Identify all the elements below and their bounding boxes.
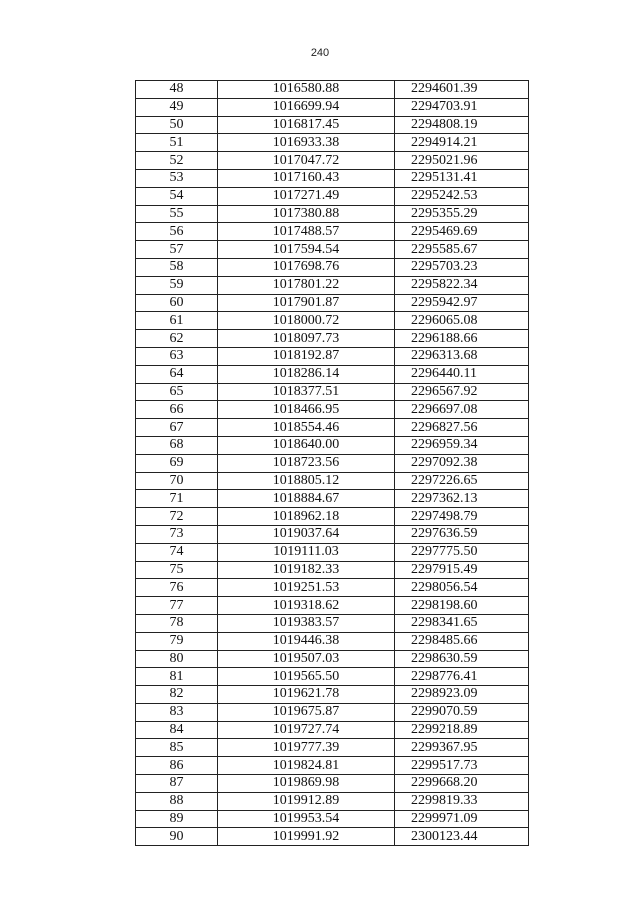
table-row [136,472,529,490]
y-coordinate-cell: 2295469.69 [395,223,529,241]
table-row [136,134,529,152]
table-row [136,419,529,437]
y-coordinate-cell: 2297092.38 [395,454,529,472]
y-coordinate-cell: 2294808.19 [395,116,529,134]
point-id-cell: 78 [136,614,218,632]
table-row [136,116,529,134]
table-row [136,383,529,401]
y-coordinate-cell: 2299367.95 [395,739,529,757]
y-coordinate-cell: 2299819.33 [395,792,529,810]
x-coordinate-cell: 1016580.88 [218,81,395,99]
x-coordinate-cell: 1019037.64 [218,525,395,543]
table-row [136,721,529,739]
table-row [136,276,529,294]
table-row [136,668,529,686]
y-coordinate-cell: 2298056.54 [395,579,529,597]
point-id-cell: 55 [136,205,218,223]
y-coordinate-cell: 2296313.68 [395,347,529,365]
x-coordinate-cell: 1018192.87 [218,347,395,365]
table-row [136,508,529,526]
table-row [136,294,529,312]
point-id-cell: 51 [136,134,218,152]
table-row [136,650,529,668]
x-coordinate-cell: 1017047.72 [218,152,395,170]
y-coordinate-cell: 2296567.92 [395,383,529,401]
table-row [136,632,529,650]
point-id-cell: 69 [136,454,218,472]
x-coordinate-cell: 1019912.89 [218,792,395,810]
x-coordinate-cell: 1019182.33 [218,561,395,579]
point-id-cell: 64 [136,365,218,383]
table-row [136,98,529,116]
y-coordinate-cell: 2299070.59 [395,703,529,721]
point-id-cell: 81 [136,668,218,686]
point-id-cell: 70 [136,472,218,490]
y-coordinate-cell: 2294914.21 [395,134,529,152]
x-coordinate-cell: 1019777.39 [218,739,395,757]
x-coordinate-cell: 1019111.03 [218,543,395,561]
x-coordinate-cell: 1019446.38 [218,632,395,650]
y-coordinate-cell: 2296440.11 [395,365,529,383]
point-id-cell: 74 [136,543,218,561]
x-coordinate-cell: 1018962.18 [218,508,395,526]
table-row [136,561,529,579]
table-row [136,810,529,828]
point-id-cell: 67 [136,419,218,437]
x-coordinate-cell: 1018884.67 [218,490,395,508]
point-id-cell: 88 [136,792,218,810]
table-row [136,436,529,454]
x-coordinate-cell: 1019251.53 [218,579,395,597]
y-coordinate-cell: 2296065.08 [395,312,529,330]
table-row [136,223,529,241]
point-id-cell: 63 [136,347,218,365]
x-coordinate-cell: 1019565.50 [218,668,395,686]
point-id-cell: 83 [136,703,218,721]
coordinates-table-body [136,81,529,846]
table-row [136,205,529,223]
y-coordinate-cell: 2295822.34 [395,276,529,294]
table-row [136,739,529,757]
x-coordinate-cell: 1016933.38 [218,134,395,152]
table-row [136,312,529,330]
table-row [136,597,529,615]
point-id-cell: 66 [136,401,218,419]
table-row [136,792,529,810]
x-coordinate-cell: 1018640.00 [218,436,395,454]
point-id-cell: 87 [136,775,218,793]
point-id-cell: 48 [136,81,218,99]
y-coordinate-cell: 2298485.66 [395,632,529,650]
y-coordinate-cell: 2294601.39 [395,81,529,99]
x-coordinate-cell: 1016699.94 [218,98,395,116]
x-coordinate-cell: 1017801.22 [218,276,395,294]
table-row [136,258,529,276]
point-id-cell: 72 [136,508,218,526]
x-coordinate-cell: 1017271.49 [218,187,395,205]
point-id-cell: 84 [136,721,218,739]
x-coordinate-cell: 1017380.88 [218,205,395,223]
y-coordinate-cell: 2296188.66 [395,330,529,348]
point-id-cell: 53 [136,169,218,187]
y-coordinate-cell: 2295242.53 [395,187,529,205]
y-coordinate-cell: 2299517.73 [395,757,529,775]
point-id-cell: 85 [136,739,218,757]
table-row [136,241,529,259]
point-id-cell: 52 [136,152,218,170]
point-id-cell: 61 [136,312,218,330]
point-id-cell: 76 [136,579,218,597]
point-id-cell: 56 [136,223,218,241]
y-coordinate-cell: 2297636.59 [395,525,529,543]
x-coordinate-cell: 1017488.57 [218,223,395,241]
point-id-cell: 54 [136,187,218,205]
table-row [136,614,529,632]
point-id-cell: 57 [136,241,218,259]
point-id-cell: 73 [136,525,218,543]
table-row [136,454,529,472]
point-id-cell: 90 [136,828,218,846]
x-coordinate-cell: 1017698.76 [218,258,395,276]
y-coordinate-cell: 2296959.34 [395,436,529,454]
point-id-cell: 86 [136,757,218,775]
x-coordinate-cell: 1018466.95 [218,401,395,419]
y-coordinate-cell: 2297498.79 [395,508,529,526]
x-coordinate-cell: 1018000.72 [218,312,395,330]
table-row [136,525,529,543]
y-coordinate-cell: 2294703.91 [395,98,529,116]
y-coordinate-cell: 2295942.97 [395,294,529,312]
x-coordinate-cell: 1016817.45 [218,116,395,134]
y-coordinate-cell: 2296827.56 [395,419,529,437]
table-row [136,401,529,419]
point-id-cell: 79 [136,632,218,650]
point-id-cell: 80 [136,650,218,668]
point-id-cell: 62 [136,330,218,348]
point-id-cell: 65 [136,383,218,401]
y-coordinate-cell: 2299971.09 [395,810,529,828]
y-coordinate-cell: 2297226.65 [395,472,529,490]
x-coordinate-cell: 1019991.92 [218,828,395,846]
table-row [136,543,529,561]
x-coordinate-cell: 1019953.54 [218,810,395,828]
y-coordinate-cell: 2298341.65 [395,614,529,632]
y-coordinate-cell: 2298776.41 [395,668,529,686]
point-id-cell: 71 [136,490,218,508]
x-coordinate-cell: 1018554.46 [218,419,395,437]
y-coordinate-cell: 2298198.60 [395,597,529,615]
point-id-cell: 60 [136,294,218,312]
y-coordinate-cell: 2300123.44 [395,828,529,846]
y-coordinate-cell: 2295355.29 [395,205,529,223]
table-row [136,365,529,383]
x-coordinate-cell: 1019727.74 [218,721,395,739]
y-coordinate-cell: 2295021.96 [395,152,529,170]
page-number: 240 [310,47,330,59]
x-coordinate-cell: 1019675.87 [218,703,395,721]
table-row [136,686,529,704]
table-row [136,330,529,348]
x-coordinate-cell: 1019621.78 [218,686,395,704]
x-coordinate-cell: 1019507.03 [218,650,395,668]
x-coordinate-cell: 1019824.81 [218,757,395,775]
table-row [136,187,529,205]
y-coordinate-cell: 2299668.20 [395,775,529,793]
x-coordinate-cell: 1019383.57 [218,614,395,632]
point-id-cell: 75 [136,561,218,579]
table-row [136,169,529,187]
y-coordinate-cell: 2298630.59 [395,650,529,668]
point-id-cell: 50 [136,116,218,134]
x-coordinate-cell: 1018377.51 [218,383,395,401]
table-row [136,579,529,597]
x-coordinate-cell: 1019318.62 [218,597,395,615]
x-coordinate-cell: 1019869.98 [218,775,395,793]
point-id-cell: 59 [136,276,218,294]
x-coordinate-cell: 1018286.14 [218,365,395,383]
point-id-cell: 82 [136,686,218,704]
table-row [136,703,529,721]
x-coordinate-cell: 1018723.56 [218,454,395,472]
x-coordinate-cell: 1018097.73 [218,330,395,348]
table-row [136,757,529,775]
point-id-cell: 58 [136,258,218,276]
x-coordinate-cell: 1017594.54 [218,241,395,259]
y-coordinate-cell: 2295703.23 [395,258,529,276]
point-id-cell: 77 [136,597,218,615]
table-row [136,828,529,846]
x-coordinate-cell: 1018805.12 [218,472,395,490]
point-id-cell: 68 [136,436,218,454]
y-coordinate-cell: 2297915.49 [395,561,529,579]
x-coordinate-cell: 1017160.43 [218,169,395,187]
table-row [136,152,529,170]
y-coordinate-cell: 2297775.50 [395,543,529,561]
point-id-cell: 89 [136,810,218,828]
table-row [136,81,529,99]
table-row [136,775,529,793]
y-coordinate-cell: 2295131.41 [395,169,529,187]
y-coordinate-cell: 2296697.08 [395,401,529,419]
y-coordinate-cell: 2298923.09 [395,686,529,704]
y-coordinate-cell: 2299218.89 [395,721,529,739]
y-coordinate-cell: 2297362.13 [395,490,529,508]
y-coordinate-cell: 2295585.67 [395,241,529,259]
x-coordinate-cell: 1017901.87 [218,294,395,312]
table-row [136,490,529,508]
point-id-cell: 49 [136,98,218,116]
coordinates-table [135,80,529,846]
table-row [136,347,529,365]
